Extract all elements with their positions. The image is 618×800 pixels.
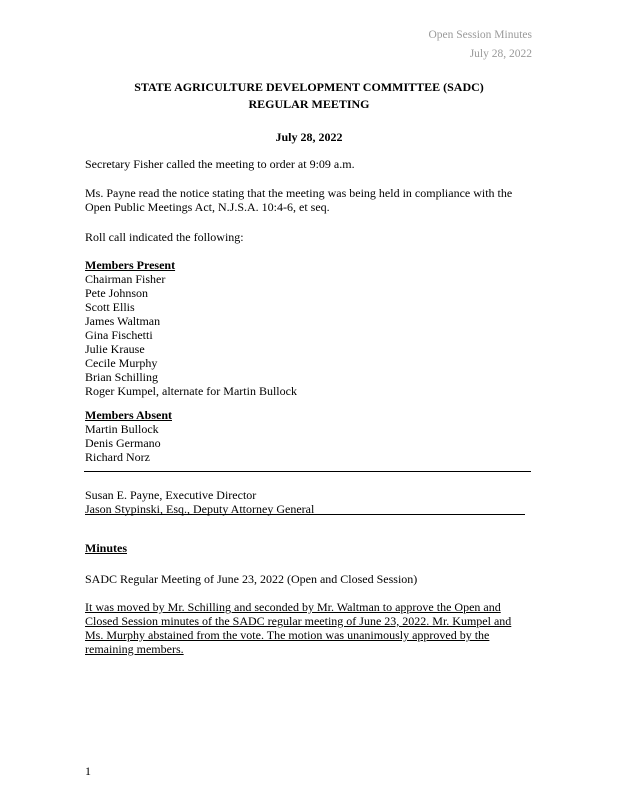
list-item: Roger Kumpel, alternate for Martin Bullock <box>85 384 297 398</box>
header-line-session: Open Session Minutes <box>428 29 532 41</box>
list-item: Chairman Fisher <box>85 272 166 286</box>
notice-paragraph: Ms. Payne read the notice stating that the meeting was being held in compliance with the Open Public Meetings Act, N.J.S.A. 10:4-6, et seq. <box>85 186 513 214</box>
list-item: Richard Norz <box>85 450 150 464</box>
page-header <box>429 26 533 64</box>
call-to-order-paragraph: Secretary Fisher called the meeting to order at 9:09 a.m. <box>85 157 355 171</box>
staff-underline-rule <box>85 514 525 515</box>
roll-call-paragraph: Roll call indicated the following: <box>85 230 244 244</box>
page-number: 1 <box>85 764 91 778</box>
members-present-section <box>85 258 531 398</box>
section-divider <box>84 471 531 472</box>
list-item: Julie Krause <box>85 342 145 356</box>
members-present-list <box>85 272 531 398</box>
minutes-item: SADC Regular Meeting of June 23, 2022 (Open and Closed Session) <box>85 572 418 586</box>
list-item: Denis Germano <box>85 436 161 450</box>
list-item: James Waltman <box>85 314 161 328</box>
members-absent-list <box>85 422 531 464</box>
minutes-heading: Minutes <box>85 541 127 555</box>
list-item: Pete Johnson <box>85 286 148 300</box>
members-absent-heading: Members Absent <box>85 408 172 422</box>
minutes-motion-paragraph: It was moved by Mr. Schilling and seconded by Mr. Waltman to approve the Open and Closed Session minutes of the SADC regular meeting of June 23, 2022. Mr. Kumpel and Ms. Murphy abstained from the vote. The motion was unanimously approved by the remaining members. <box>85 600 512 656</box>
list-item: Gina Fischetti <box>85 328 153 342</box>
header-line-date: July 28, 2022 <box>469 48 532 60</box>
staff-deputy-attorney-general: Jason Stypinski, Esq., Deputy Attorney General <box>85 502 315 516</box>
members-present-heading: Members Present <box>85 258 176 272</box>
meeting-type-title: REGULAR MEETING <box>248 97 370 111</box>
list-item: Cecile Murphy <box>85 356 158 370</box>
members-absent-section <box>85 408 531 464</box>
committee-title: STATE AGRICULTURE DEVELOPMENT COMMITTEE (SADC) <box>134 80 484 94</box>
list-item: Scott Ellis <box>85 300 135 314</box>
meeting-date-title: July 28, 2022 <box>275 130 343 144</box>
staff-executive-director: Susan E. Payne, Executive Director <box>85 488 257 502</box>
list-item: Martin Bullock <box>85 422 159 436</box>
list-item: Brian Schilling <box>85 370 158 384</box>
